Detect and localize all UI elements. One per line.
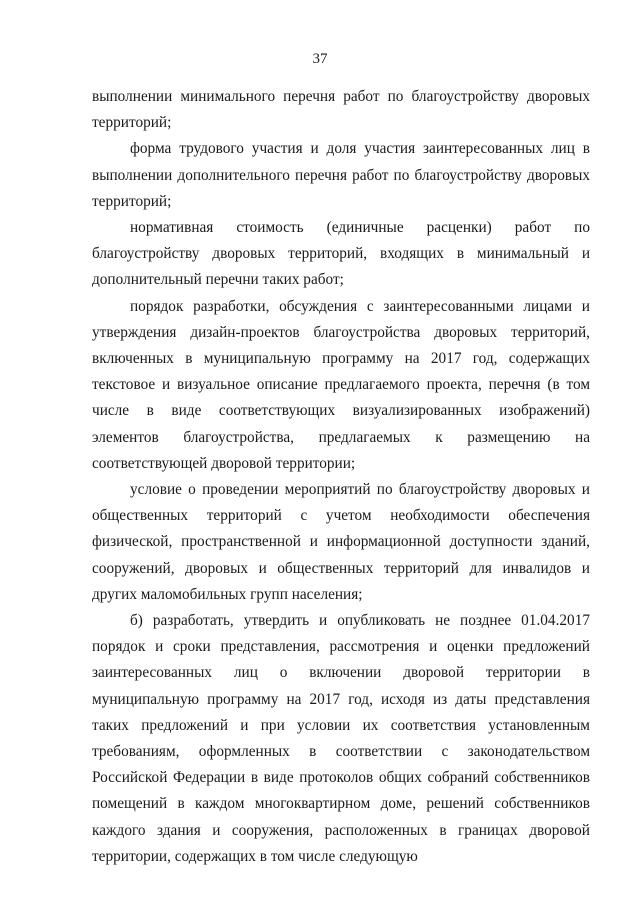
paragraph-normative-cost: нормативная стоимость (единичные расценки) работ по благоустройству дворовых территорий, входящих в минимальный и дополнительный перечни таких работ; [92,219,590,289]
paragraph-item-b: б) разработать, утвердить и опубликовать не позднее 01.04.2017 порядок и сроки представления, рассмотрения и оценки предложений заинтересованных лиц о включении дворовой территории в муниципальную программу на 2017 год, исходя из даты представления таких предложений и при условии их соответствия установленным требованиям, оформленных в соответствии с законодательством Российской Федерации в виде протоколов общих собраний собственников помещений в каждом многоквартирном доме, решений собственников каждого здания и сооружения, расположенных в границах дворовой территории, содержащих в том числе следующую [92,612,590,865]
paragraph-continuation: выполнении минимального перечня работ по благоустройству дворовых территорий; [92,88,590,132]
paragraph-design-projects: порядок разработки, обсуждения с заинтересованными лицами и утверждения дизайн-проектов благоустройства дворовых территорий, включенных в муниципальную программу на 2017 год, содержащих текстовое и визуальное описание предлагаемого проекта, перечня (в том числе в виде соответствующих визуализированных изображений) элементов благоустройства, предлагаемых к размещению на соответствующей дворовой территории; [92,297,590,472]
paragraph-accessibility: условие о проведении мероприятий по благоустройству дворовых и общественных территорий с учетом необходимости обеспечения физической, пространственной и информационной доступности зданий, сооружений, дворовых и общественных территорий для инвалидов и других маломобильных групп населения; [92,481,590,603]
paragraph-labor-participation: форма трудового участия и доля участия заинтересованных лиц в выполнении дополнительного перечня работ по благоустройству дворовых территорий; [92,140,590,210]
page-number: 37 [312,51,328,67]
document-body [92,84,590,870]
